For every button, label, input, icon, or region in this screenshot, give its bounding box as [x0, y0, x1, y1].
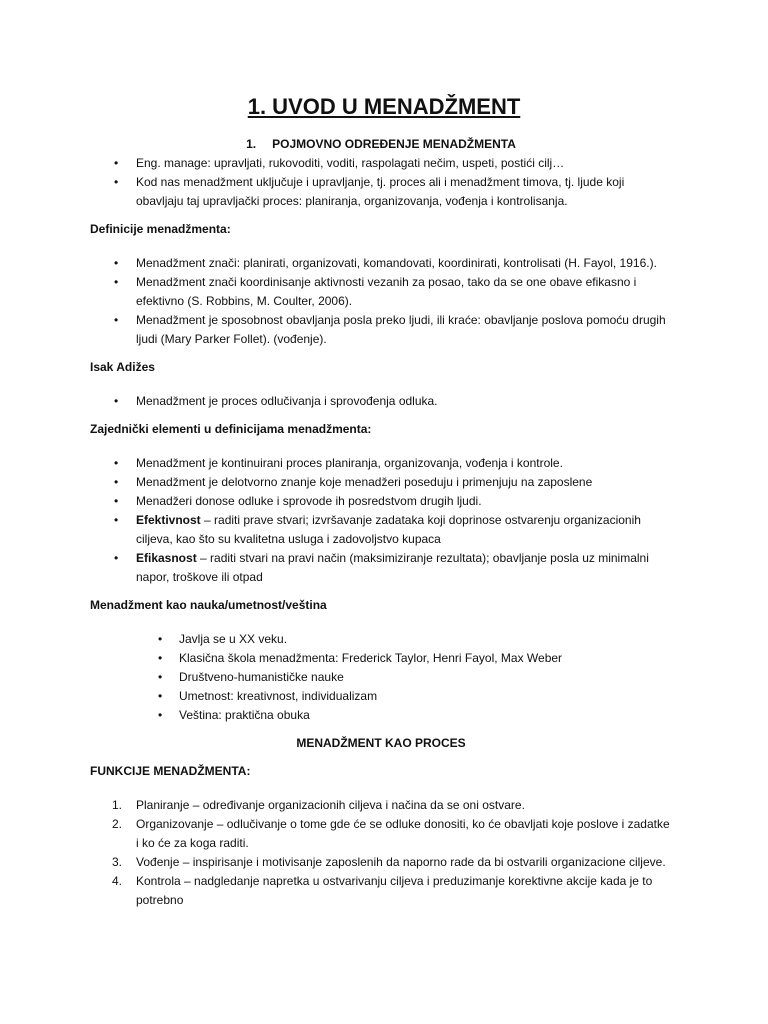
document-title: 1. UVOD U MENADŽMENT	[247, 94, 521, 119]
effectiveness-text: – raditi prave stvari; izvršavanje zadataka koji doprinose ostvarenju organizacionih ciljeva, kao što su kvalitetna usluga i zadovoljstvo kupaca	[136, 513, 641, 546]
list-item: • Veština: praktična obuka	[90, 706, 672, 725]
list-item: • Menadžment je sposobnost obavljanja posla preko ljudi, ili kraće: obavljanje poslova pomoću drugih ljudi (Mary Parker Follet). (vođenje).	[90, 311, 672, 349]
common-elements-list	[90, 454, 672, 587]
functions-heading: FUNKCIJE MENADŽMENTA:	[90, 764, 251, 778]
adizes-heading: Isak Adižes	[90, 360, 155, 374]
effectiveness-term: Efektivnost	[136, 513, 201, 527]
process-title: MENADŽMENT KAO PROCES	[296, 736, 466, 750]
list-item: • Javlja se u XX veku.	[90, 630, 672, 649]
intro-list	[90, 154, 672, 211]
document-body	[90, 135, 672, 910]
definitions-list	[90, 254, 672, 349]
list-item: • Menadžeri donose odluke i sprovode ih posredstvom drugih ljudi.	[90, 492, 672, 511]
list-item: • Menadžment je kontinuirani proces planiranja, organizovanja, vođenja i kontrole.	[90, 454, 672, 473]
science-heading: Menadžment kao nauka/umetnost/veština	[90, 598, 327, 612]
efficiency-text: – raditi stvari na pravi način (maksimiziranje rezultata); obavljanje posla uz minimalni napor, troškove ili otpad	[136, 551, 649, 584]
list-item	[90, 796, 672, 815]
item-number: 4.	[112, 874, 123, 888]
section-title	[90, 135, 672, 154]
adizes-list	[90, 392, 672, 411]
item-text: Vođenje – inspirisanje i motivisanje zaposlenih da naporno rade da bi ostvarili organizacione ciljeve.	[136, 855, 666, 869]
list-item: • Menadžment znači koordinisanje aktivnosti vezanih za posao, tako da se one obave efikasno i efektivno (S. Robbins, M. Coulter, 2006).	[90, 273, 672, 311]
list-item: • Klasična škola menadžmenta: Frederick Taylor, Henri Fayol, Max Weber	[90, 649, 672, 668]
common-elements-heading: Zajednički elementi u definicijama menadžmenta:	[90, 422, 372, 436]
list-item: • Menadžment znači: planirati, organizovati, komandovati, koordinirati, kontrolisati (H. Fayol, 1916.).	[90, 254, 672, 273]
list-item: • Društveno-humanističke nauke	[90, 668, 672, 687]
list-item	[90, 815, 672, 853]
list-item	[90, 872, 672, 910]
functions-list	[90, 796, 672, 910]
section-number: 1.	[246, 137, 257, 151]
list-item: • Umetnost: kreativnost, individualizam	[90, 687, 672, 706]
section-title-text: POJMOVNO ODREĐENJE MENADŽMENTA	[272, 137, 516, 151]
science-list	[90, 630, 672, 725]
list-item	[90, 853, 672, 872]
list-item: • Menadžment je proces odlučivanja i sprovođenja odluka.	[90, 392, 672, 411]
item-number: 1.	[112, 798, 123, 812]
list-item: • Kod nas menadžment uključuje i upravljanje, tj. proces ali i menadžment timova, tj. ljude koji obavljaju taj upravljački proces: planiranja, organizovanja, vođenja i kontrolisanja.	[90, 173, 672, 211]
list-item: • Menadžment je delotvorno znanje koje menadžeri poseduju i primenjuju na zaposlene	[90, 473, 672, 492]
item-text: Organizovanje – odlučivanje o tome gde će se odluke donositi, ko će obavljati koje poslove i zadatke i ko će za koga raditi.	[136, 817, 670, 850]
list-item	[90, 511, 672, 549]
definitions-heading: Definicije menadžmenta:	[90, 222, 231, 236]
item-text: Kontrola – nadgledanje napretka u ostvarivanju ciljeva i preduzimanje korektivne akcije kada je to potrebno	[136, 874, 653, 907]
efficiency-term: Efikasnost	[136, 551, 197, 565]
item-number: 3.	[112, 855, 123, 869]
list-item: • Eng. manage: upravljati, rukovoditi, voditi, raspolagati nečim, uspeti, postići cilj…	[90, 154, 672, 173]
list-item	[90, 549, 672, 587]
item-text: Planiranje – određivanje organizacionih ciljeva i načina da se oni ostvare.	[136, 798, 525, 812]
item-number: 2.	[112, 817, 123, 831]
